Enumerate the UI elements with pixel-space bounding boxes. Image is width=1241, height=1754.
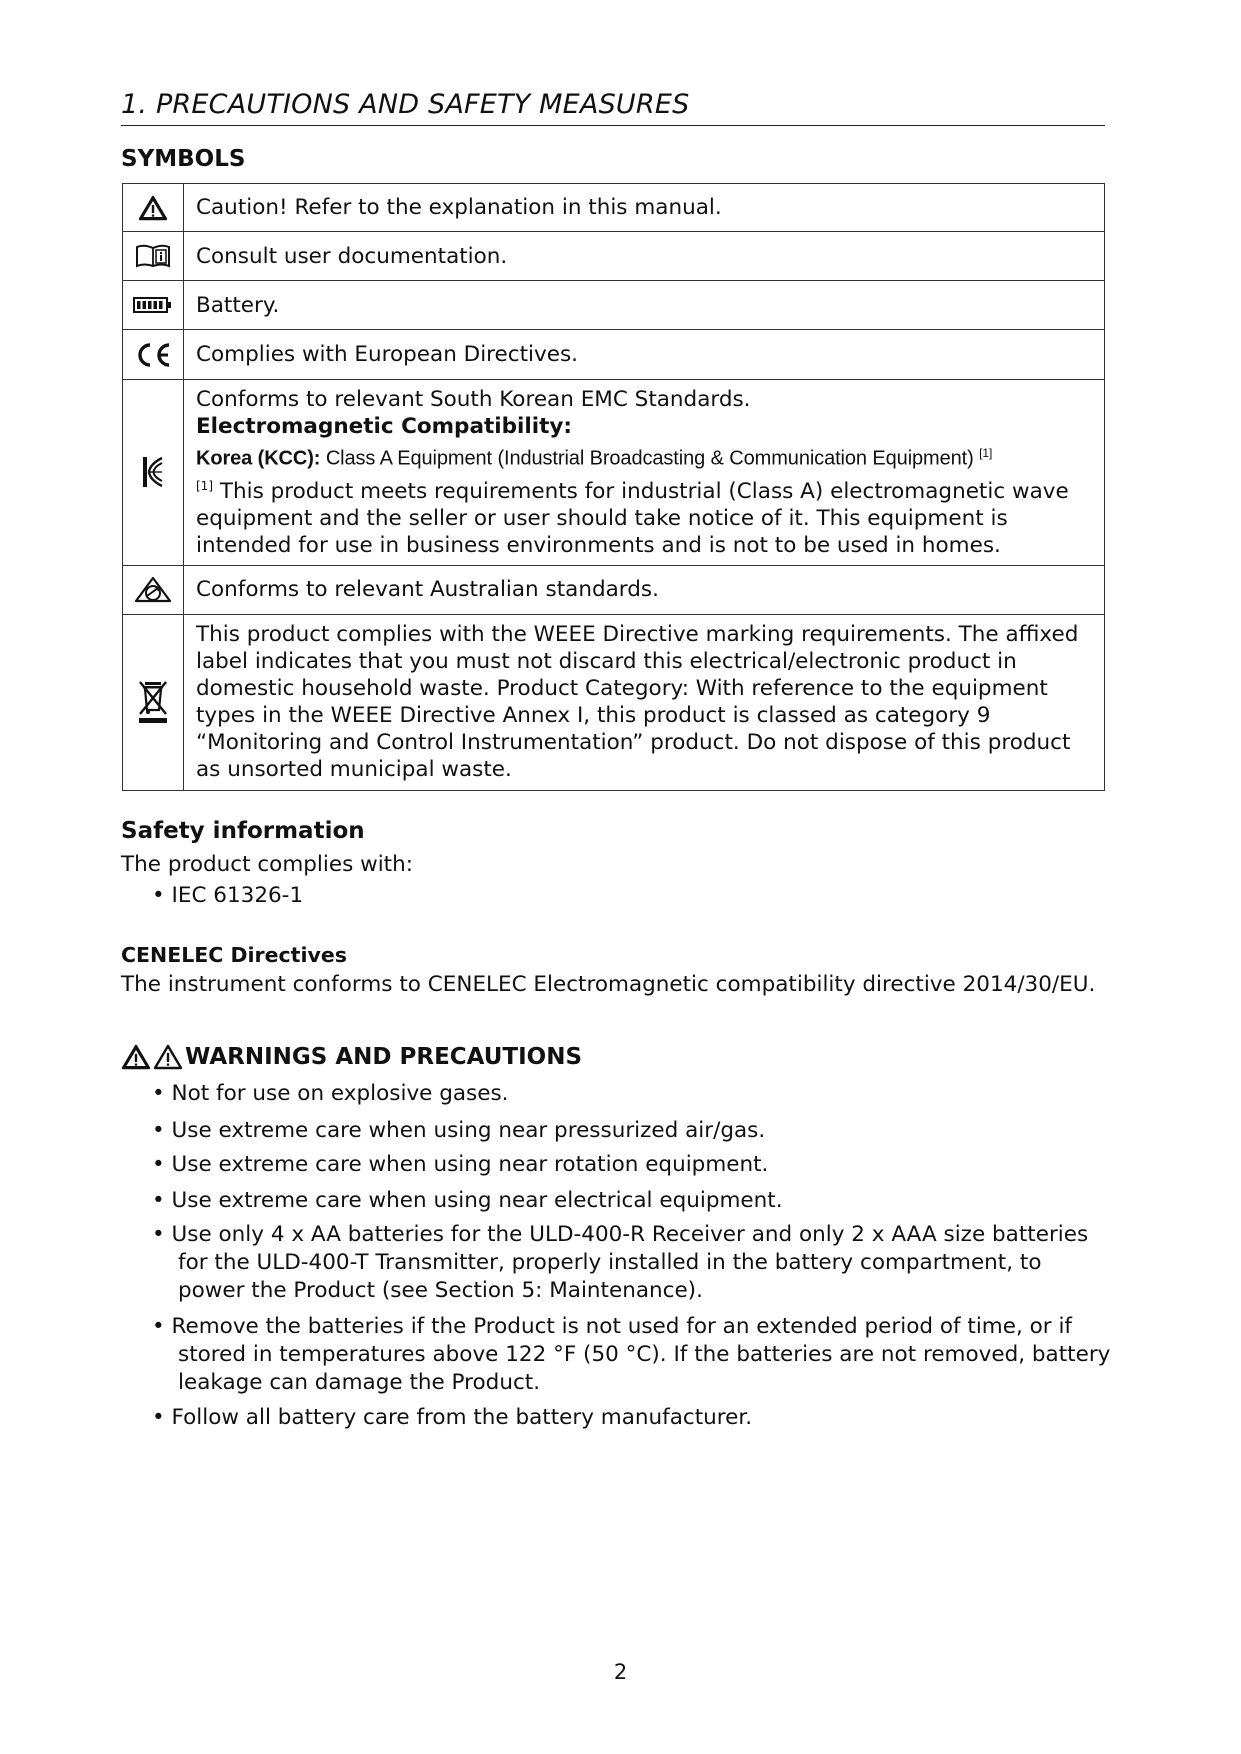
warning-text: • Use extreme care when using near rotation equipment. xyxy=(152,1152,769,1177)
warnings-heading-row xyxy=(121,1044,582,1070)
footnote-marker: [1] xyxy=(196,478,213,493)
caution-triangle-icon xyxy=(121,1044,151,1070)
kc-korea-label: Korea (KCC): xyxy=(196,447,321,470)
warning-text: • Follow all battery care from the battery manufacturer. xyxy=(152,1405,753,1430)
safety-standard: • IEC 61326-1 xyxy=(152,883,304,908)
kc-footnote-text: This product meets requirements for industrial (Class A) electromagnetic wave equipment and the seller or user should take notice of it. This equipment is intended for use in business environments and is not to be used in homes. xyxy=(196,478,1069,558)
symbol-row xyxy=(123,232,1105,281)
symbol-row xyxy=(123,380,1105,566)
warning-text: • Use extreme care when using near electrical equipment. xyxy=(152,1188,783,1213)
symbols-table xyxy=(122,183,1105,791)
footnote-ref: [1] xyxy=(979,446,993,460)
page-number: 2 xyxy=(613,1660,628,1684)
symbol-row xyxy=(123,565,1105,614)
symbol-icon-cell xyxy=(123,184,184,232)
symbol-description: Consult user documentation. xyxy=(184,232,1105,281)
symbol-description: Battery. xyxy=(184,281,1105,330)
warning-triangle-icon xyxy=(153,1044,183,1070)
ce-mark-icon xyxy=(133,341,173,369)
user-documentation-icon xyxy=(134,243,172,269)
symbol-row xyxy=(123,281,1105,330)
symbols-heading: SYMBOLS xyxy=(121,146,246,172)
warning-item xyxy=(152,1117,1112,1145)
kc-description xyxy=(184,380,1105,566)
weee-bin-icon xyxy=(136,679,170,725)
symbol-description: Conforms to relevant Australian standards. xyxy=(184,565,1105,614)
kc-line-2: Electromagnetic Compatibility: xyxy=(196,414,572,439)
symbol-row xyxy=(123,330,1105,380)
kc-footnote xyxy=(196,473,1094,559)
symbol-icon-cell xyxy=(123,380,184,566)
symbol-icon-cell xyxy=(123,330,184,380)
warning-item xyxy=(152,1404,1112,1432)
warning-item xyxy=(152,1221,1112,1305)
cenelec-heading: CENELEC Directives xyxy=(121,943,347,967)
caution-triangle-icon xyxy=(138,195,168,221)
section-title: 1. PRECAUTIONS AND SAFETY MEASURES xyxy=(121,88,1105,126)
cenelec-text: The instrument conforms to CENELEC Electromagnetic compatibility directive 2014/30/EU. xyxy=(121,972,1096,997)
warning-text: • Use only 4 x AA batteries for the ULD-400-R Receiver and only 2 x AAA size batteries xyxy=(152,1222,1089,1247)
symbol-description: Complies with European Directives. xyxy=(184,330,1105,380)
kc-line-3 xyxy=(196,440,1094,473)
symbol-icon-cell xyxy=(123,281,184,330)
rcm-mark-icon xyxy=(134,576,172,604)
warning-item xyxy=(152,1187,1112,1215)
kc-class-text: Class A Equipment (Industrial Broadcasting & Communication Equipment) xyxy=(320,447,980,470)
symbol-description: Caution! Refer to the explanation in this manual. xyxy=(184,184,1105,232)
battery-icon xyxy=(133,296,173,314)
warning-text-continued: for the ULD-400-T Transmitter, properly installed in the battery compartment, to power the Product (see Section 5: Maintenance). xyxy=(178,1250,1042,1303)
safety-heading: Safety information xyxy=(121,818,365,844)
warnings-heading: WARNINGS AND PRECAUTIONS xyxy=(185,1044,583,1070)
warning-text: • Remove the batteries if the Product is not used for an extended period of time, or if xyxy=(152,1314,1072,1339)
symbol-icon-cell xyxy=(123,232,184,281)
warning-item xyxy=(152,1151,1112,1179)
warning-text-continued: stored in temperatures above 122 °F (50 °C). If the batteries are not removed, battery leakage can damage the Product. xyxy=(178,1342,1111,1395)
safety-intro: The product complies with: xyxy=(121,852,413,877)
warning-item xyxy=(152,1080,1112,1108)
symbol-icon-cell xyxy=(123,565,184,614)
warning-text: • Not for use on explosive gases. xyxy=(152,1081,509,1106)
symbol-description: This product complies with the WEEE Directive marking requirements. The affixed label indicates that you must not discard this electrical/electronic product in domestic household waste. Product Category: With reference to the equipment types in the WEEE Directive Annex I, this product is classed as category 9 “Monitoring and Control Instrumentation” product. Do not dispose of this product as unsorted municipal waste. xyxy=(184,614,1105,790)
kc-line-1: Conforms to relevant South Korean EMC Standards. xyxy=(196,387,751,412)
kc-mark-icon xyxy=(140,455,166,489)
warning-text: • Use extreme care when using near pressurized air/gas. xyxy=(152,1118,766,1143)
warning-item xyxy=(152,1313,1112,1397)
symbol-row xyxy=(123,184,1105,232)
symbol-icon-cell xyxy=(123,614,184,790)
symbol-row xyxy=(123,614,1105,790)
